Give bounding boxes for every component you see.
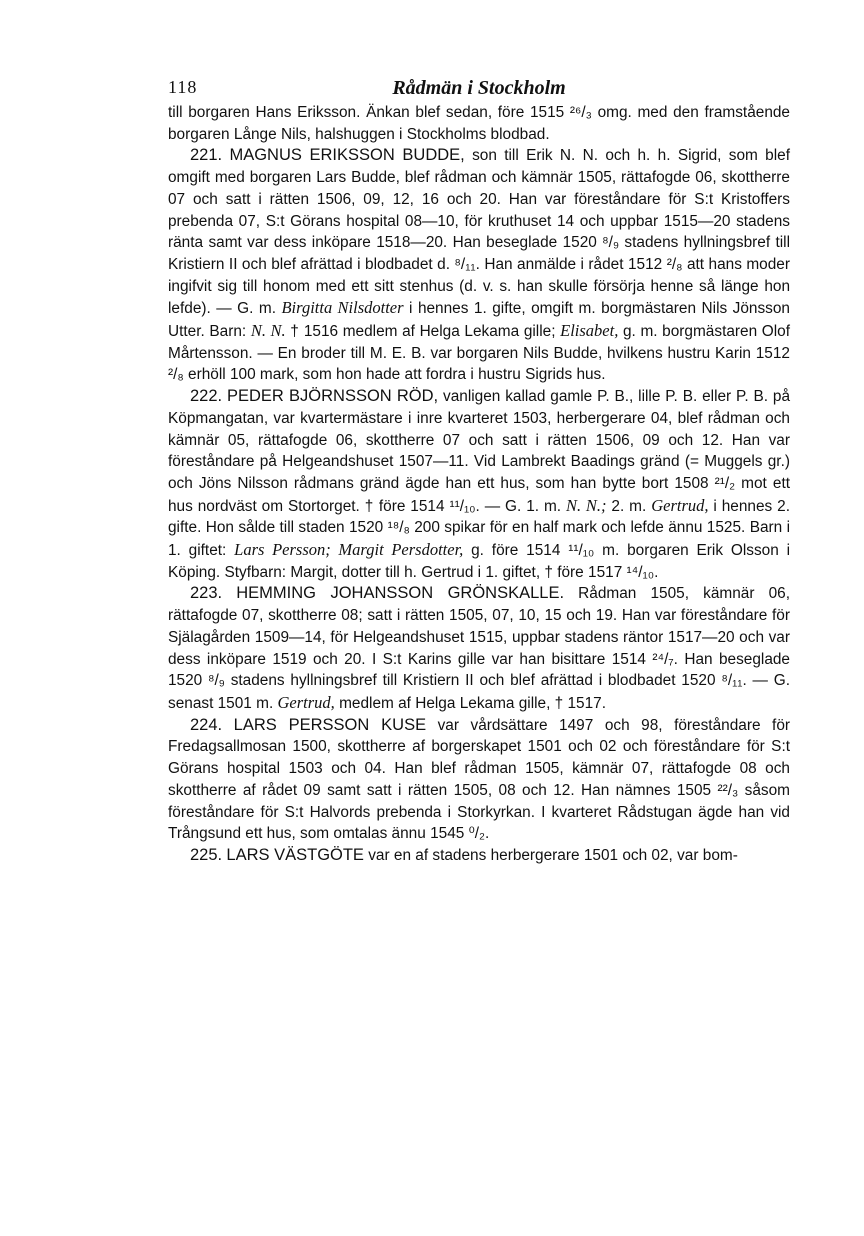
entry-text: i hennes 1. gifte, omgift m. borgmästaren Nils Jönsson Utter. Barn:: [168, 300, 790, 341]
entry-text: son till Erik N. N. och h. h. Sigrid, som blef omgift med borgaren Lars Budde, blef rådman och kämnär 1505, rättafogde 06, skottherre 07 och satt i rätten 1506, 09, 12, 16 och 20. Han var föreståndare för S:t Kristoffers prebenda 07, S:t Görans hospital 08—10, för kruthuset 14 och uppbar 1515—20 stadens ränta samt var dess inköpare 1518—20. Han beseglade 1520 ⁸/₉ stadens hyllningsbref till Kristiern II och blef afrättad i blodbadet d. ⁸/₁₁. Han anmälde i rådet 1512 ²/₈ att hans moder ingifvit sig till honom med ett sitt stenhus (d. v. s. han skulle försörja henne så länge hon lefde). — G. m.: [168, 147, 790, 318]
entry-italic: Elisabet,: [560, 321, 619, 341]
entry-225: [168, 845, 790, 867]
entry-221: [168, 145, 790, 386]
entry-number: 222.: [190, 387, 223, 406]
entry-italic: Gertrud,: [651, 495, 709, 515]
entry-italic: N. N.;: [565, 495, 607, 515]
entry-number: 224.: [190, 715, 223, 734]
entry-text: var vårdsättare 1497 och 98, föreståndare för Fredagsallmosan 1500, skottherre af borgerskapet 1501 och 02 och föreståndare för S:t Görans hospital 1503 och 04. Han blef rådman 1505, kämnär 07, rättafogde 08 och skottherre af rådet 09 samt satt i rätten 1505, 08 och 12. Han nämnes 1505 ²²/₃ såsom föreståndare för S:t Halvords prebenda i Storkyrkan. I kvarteret Rådstugan ägde han vid Trångsund ett hus, som omtalas ännu 1545 ⁰/₂.: [168, 716, 790, 843]
entry-text: 2. m.: [606, 497, 652, 515]
entry-italic: Gertrud,: [277, 692, 335, 712]
entry-italic: Lars Persson; Margit Persdotter,: [234, 540, 464, 560]
entry-text: i hennes 2. gifte. Hon sålde till staden 1520 ¹⁸/₈ 200 spikar för en half mark och lefde ännu 1525. Barn i 1. giftet:: [168, 497, 790, 560]
entry-223: [168, 583, 790, 714]
entry-text: var en af stadens herbergerare 1501 och 02, var bom-: [363, 846, 738, 864]
entry-number: 225.: [190, 845, 223, 864]
entry-italic: Birgitta Nilsdotter: [281, 298, 404, 318]
entry-name: LARS PERSSON KUSE: [233, 715, 427, 734]
intro-text: till borgaren Hans Eriksson. Änkan blef sedan, före 1515 ²⁶/₃ omg. med den framstående borgaren Långe Nils, halshuggen i Stockholms blodbad.: [168, 104, 790, 143]
page-body: [168, 102, 790, 867]
entry-text: g. m. borgmästaren Olof Mårtensson. — En broder till M. E. B. var borgaren Nils Budde, hvilkens hustru Karin 1512 ²/₈ erhöll 100 mark, som hon hade att fordra i hustru Sigrids hus.: [168, 323, 791, 384]
entry-text: medlem af Helga Lekama gille, † 1517.: [334, 694, 607, 712]
entry-text: vanligen kallad gamle P. B., lille P. B. eller P. B. på Köpmangatan, var kvartermästare i inre kvarteret 1503, herbergerare 04, blef rådman och kämnär 05, rättafogde 06, skottherre 07 och satt i rätten 1506, 09 och 12. Han var föreståndare på Helgeandshuset 1507—11. Vid Lambrekt Baadings gränd (= Muggels gr.) och Jöns Nilsson rådmans gränd ägde han ett hus, som han bytte bort 1508 ²¹/₂ mot ett hus nordväst om Stortorget. † före 1514 ¹¹/₁₀. — G. 1. m.: [168, 388, 790, 515]
book-page: [168, 72, 790, 867]
running-title: Rådmän i Stockholm: [392, 77, 566, 99]
entry-224: [168, 715, 790, 845]
entry-text: Rådman 1505, kämnär 06, rättafogde 07, skottherre 08; satt i rätten 1505, 07, 10, 15 och 19. Han var föreståndare för Själagården 1509—14, för Helgeandshuset 1515, uppbar stadens räntor 1517—20 och var dess inköpare 1519 och 20. I S:t Karins gille var han bisittare 1514 ²⁴/₇. Han beseglade 1520 ⁸/₉ stadens hyllningsbref till Kristiern II och blef afrättad i blodbadet 1520 ⁸/₁₁. — G. senast 1501 m.: [168, 585, 790, 712]
entry-number: 223.: [190, 584, 223, 603]
continued-paragraph: [168, 102, 790, 145]
entry-222: [168, 386, 790, 583]
entry-text: g. före 1514 ¹¹/₁₀ m. borgaren Erik Olsson i Köping. Styfbarn: Margit, dotter till h. Gertrud i 1. giftet, † före 1517 ¹⁴/₁₀.: [168, 542, 791, 581]
entry-name: HEMMING JOHANSSON GRÖNSKALLE.: [236, 584, 565, 603]
entry-name: MAGNUS ERIKSSON BUDDE,: [229, 146, 465, 165]
entry-name: PEDER BJÖRNSSON RÖD,: [227, 387, 439, 406]
entry-name: LARS VÄSTGÖTE: [226, 845, 364, 864]
entry-text: † 1516 medlem af Helga Lekama gille;: [285, 323, 561, 341]
page-number: 118: [168, 77, 198, 97]
entry-italic: N. N.: [250, 321, 286, 341]
page-header: [168, 72, 790, 102]
entry-number: 221.: [190, 146, 223, 165]
